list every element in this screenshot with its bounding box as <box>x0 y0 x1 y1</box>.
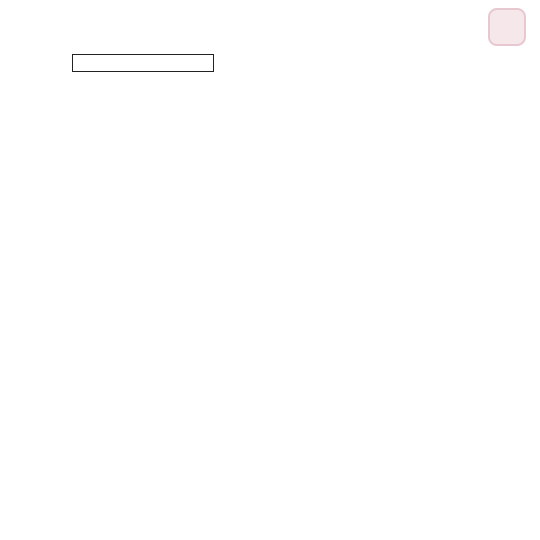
age-label-box <box>72 54 214 72</box>
k-logo-badge <box>488 8 526 46</box>
